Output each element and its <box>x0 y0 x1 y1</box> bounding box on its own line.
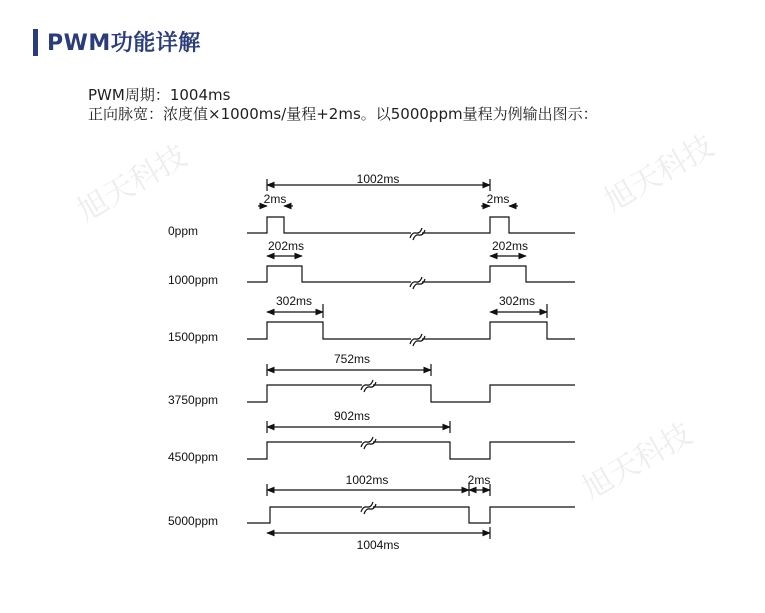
page-title: PWM功能详解 <box>47 31 201 56</box>
pulse-label-1500ppm-1: 302ms <box>275 294 313 308</box>
waveform-3750ppm <box>247 385 575 402</box>
row-label-1000ppm: 1000ppm <box>168 273 219 287</box>
pulse-label-1500ppm-2: 302ms <box>498 294 536 308</box>
pulse-label-1000ppm-2: 202ms <box>491 239 529 253</box>
pulse-label-0ppm-2: 2ms <box>486 192 510 206</box>
watermark-top-left <box>72 139 192 228</box>
waveform-0ppm <box>247 217 575 233</box>
pulse-label-4500ppm: 902ms <box>333 409 371 423</box>
watermark-bottom-right <box>577 417 697 506</box>
svg-text:旭天科技: 旭天科技 <box>72 139 193 229</box>
pulse-label-3750ppm: 752ms <box>333 352 371 366</box>
pwm-period-text: PWM周期：1004ms <box>88 86 231 104</box>
svg-text:旭天科技: 旭天科技 <box>577 417 698 507</box>
row-label-4500ppm: 4500ppm <box>168 450 219 464</box>
span-label-1002ms: 1002ms <box>356 172 400 186</box>
pulse-label-1000ppm-1: 202ms <box>267 239 305 253</box>
pulse-label-0ppm-1: 2ms <box>263 192 287 206</box>
row-label-5000ppm: 5000ppm <box>168 514 219 528</box>
waveform-1500ppm <box>247 322 575 339</box>
pulse-label-5000ppm-2ms: 2ms <box>467 473 491 487</box>
row-label-0ppm: 0ppm <box>168 224 199 238</box>
waveform-5000ppm <box>247 507 575 523</box>
row-label-3750ppm: 3750ppm <box>168 393 219 407</box>
waveform-4500ppm <box>247 442 575 459</box>
pulse-width-formula-text: 正向脉宽：浓度值×1000ms/量程+2ms。以5000ppm量程为例输出图示： <box>88 105 598 123</box>
break-symbols <box>361 228 425 514</box>
waveform-1000ppm <box>247 266 575 282</box>
watermark-top-right <box>599 129 719 218</box>
pulse-label-5000ppm-1002ms: 1002ms <box>345 473 389 487</box>
row-label-1500ppm: 1500ppm <box>168 330 219 344</box>
span-label-1004ms: 1004ms <box>356 538 400 552</box>
svg-text:旭天科技: 旭天科技 <box>599 129 720 219</box>
